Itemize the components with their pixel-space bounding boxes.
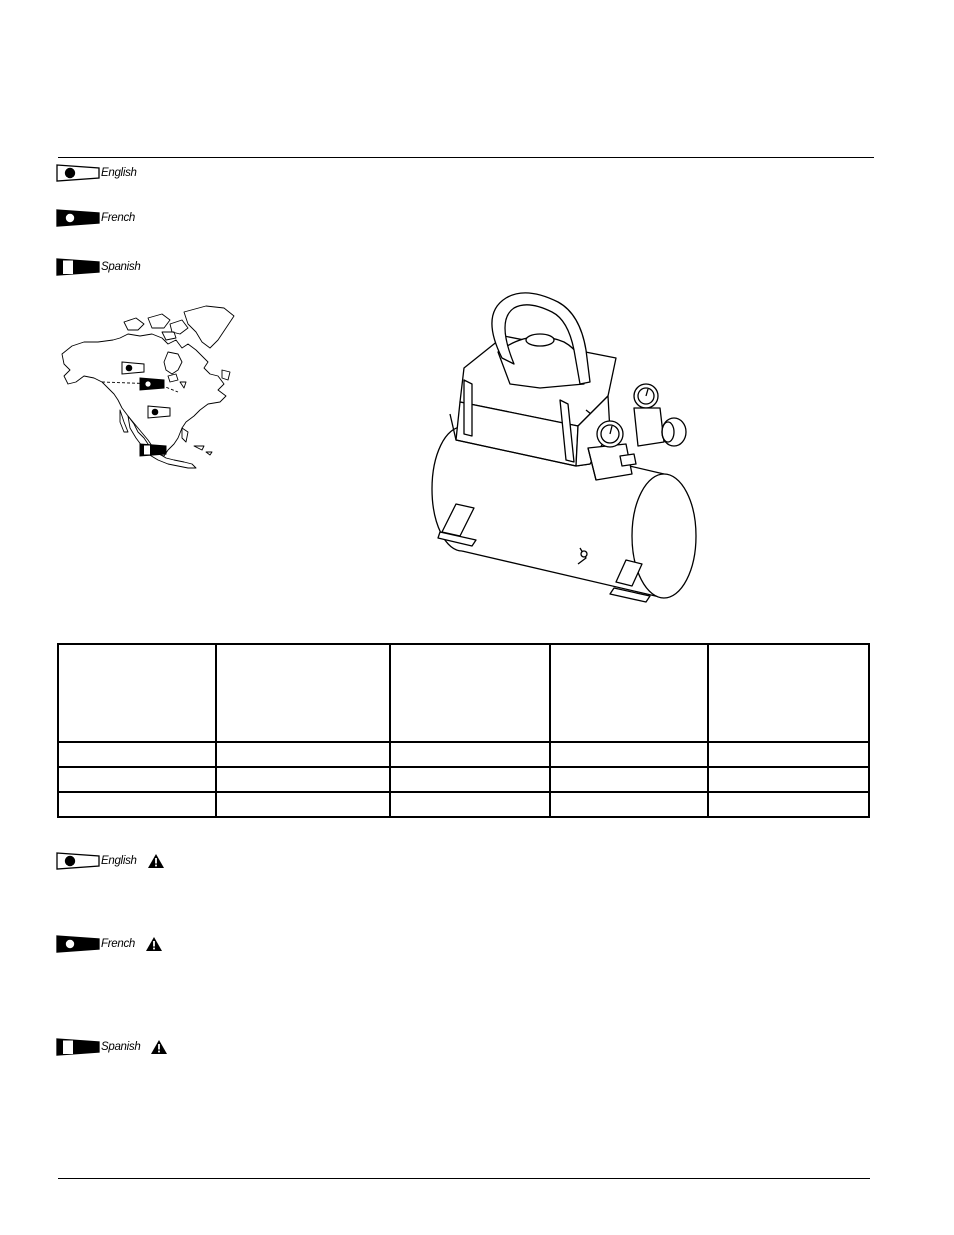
spec-table-cell (58, 767, 216, 792)
warning-english-label: English (101, 855, 137, 867)
spec-table (57, 643, 870, 818)
map-flag-english-icon (122, 362, 144, 374)
spec-table-header-cell (550, 644, 709, 742)
legend-french (56, 207, 135, 229)
legend-spanish (56, 256, 140, 278)
spec-table-cell (58, 742, 216, 767)
spec-table-cell (390, 742, 550, 767)
flag-french-icon (56, 935, 100, 953)
spec-table-header-cell (58, 644, 216, 742)
flag-french-icon (56, 209, 100, 227)
table-row (58, 742, 869, 767)
spec-table-cell (708, 767, 869, 792)
warning-triangle-icon (150, 1039, 168, 1055)
spec-table-cell (216, 742, 391, 767)
table-row (58, 767, 869, 792)
legend-spanish-label: Spanish (101, 261, 141, 273)
spec-table-header-cell (390, 644, 550, 742)
spec-table-cell (550, 742, 709, 767)
warning-triangle-icon (145, 936, 163, 952)
north-america-map (58, 304, 238, 472)
spec-table-header-cell (708, 644, 869, 742)
warning-spanish (56, 1036, 168, 1058)
spec-table-cell (550, 792, 709, 817)
flag-english-icon (56, 852, 100, 870)
bottom-rule (58, 1178, 870, 1179)
spec-table-cell (58, 792, 216, 817)
air-compressor-illustration (420, 284, 710, 610)
warning-triangle-icon (147, 853, 165, 869)
flag-spanish-icon (56, 1038, 100, 1056)
spec-table-cell (708, 792, 869, 817)
legend-french-label: French (101, 212, 135, 224)
map-flag-english-icon (148, 406, 170, 418)
warning-french-label: French (101, 938, 135, 950)
table-row (58, 792, 869, 817)
legend-english (56, 162, 137, 184)
spec-table-header-cell (216, 644, 391, 742)
flag-spanish-icon (56, 258, 100, 276)
warning-french (56, 933, 163, 955)
flag-english-icon (56, 164, 100, 182)
spec-table-cell (550, 767, 709, 792)
spec-table-cell (708, 742, 869, 767)
warning-spanish-label: Spanish (101, 1041, 141, 1053)
spec-table-cell (216, 792, 391, 817)
warning-english (56, 850, 165, 872)
map-flag-spanish-icon (140, 444, 166, 456)
map-flag-french-icon (140, 378, 164, 390)
spec-table-cell (390, 792, 550, 817)
spec-table-cell (216, 767, 391, 792)
spec-table-header-row (58, 644, 869, 742)
legend-english-label: English (101, 167, 137, 179)
top-rule (58, 157, 874, 158)
spec-table-cell (390, 767, 550, 792)
